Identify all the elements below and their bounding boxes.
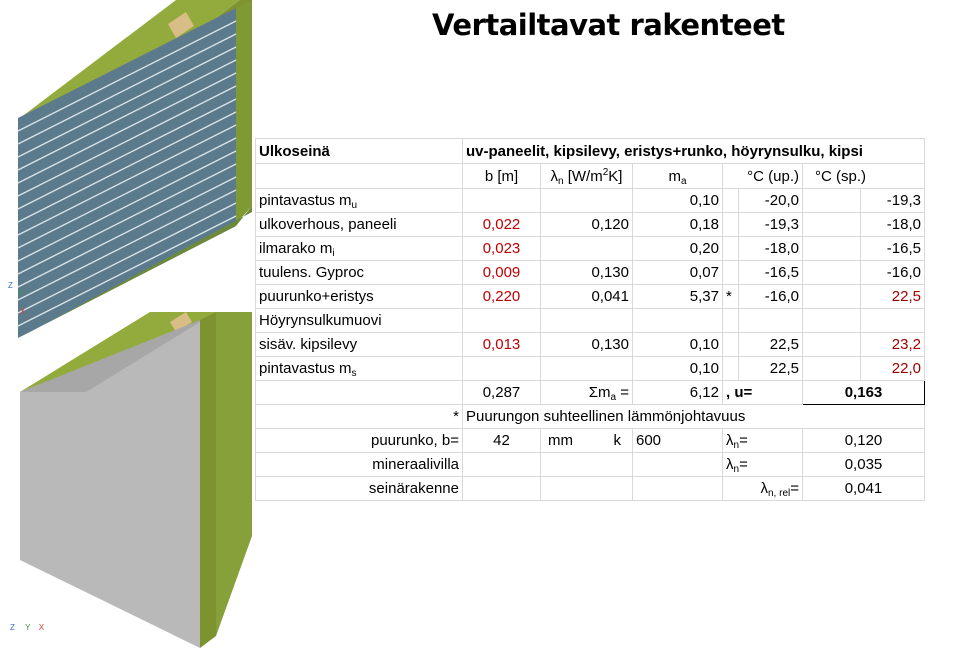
layer-star (723, 357, 739, 381)
layer-temp-sp: -18,0 (861, 213, 925, 237)
layer-temp-sp: -19,3 (861, 189, 925, 213)
mineraalivilla-row (256, 453, 925, 477)
layer-m: 0,10 (633, 189, 723, 213)
col-header-b: b [m] (463, 164, 541, 189)
seinarakenne-label: seinärakenne (256, 477, 463, 501)
wall-description: uv-paneelit, kipsilevy, eristys+runko, höyrynsulku, kipsi (463, 139, 925, 164)
layer-m: 0,18 (633, 213, 723, 237)
layer-row (256, 357, 925, 381)
insulation-side-face (216, 312, 252, 636)
layer-m: 5,37 (633, 285, 723, 309)
sum-row (256, 381, 925, 405)
puurunko-label: puurunko, b= (256, 429, 463, 453)
layer-label: ilmarako $m_i$ (256, 237, 463, 261)
insulation-side-face (236, 0, 252, 224)
wall-illustration-outer (0, 0, 255, 662)
puurunko-b: 42 (463, 429, 541, 453)
layer-lambda: 0,130 (541, 261, 633, 285)
layer-m: 0,20 (633, 237, 723, 261)
layer-thickness (463, 357, 541, 381)
axis-indicator-bottom: Z Y X (10, 623, 45, 632)
col-header-m: $m_a$ (633, 164, 723, 189)
layer-row (256, 333, 925, 357)
layer-temp-up: 22,5 (739, 333, 803, 357)
layer-label: puurunko+eristys (256, 285, 463, 309)
layer-temp-sp (861, 309, 925, 333)
note-star: * (256, 405, 463, 429)
layer-star (723, 189, 739, 213)
note-row (256, 405, 925, 429)
layer-lambda (541, 357, 633, 381)
layer-lambda: 0,120 (541, 213, 633, 237)
layer-lambda (541, 237, 633, 261)
layer-label: ulkoverhous, paneeli (256, 213, 463, 237)
wall-type-label: Ulkoseinä (256, 139, 463, 164)
layer-label: pintavastus $m_u$ (256, 189, 463, 213)
layer-m: 0,07 (633, 261, 723, 285)
note-text: Puurungon suhteellinen lämmönjohtavuus (463, 405, 925, 429)
wall-calculation-table (255, 138, 925, 501)
layer-label: pintavastus $m_s$ (256, 357, 463, 381)
seinarakenne-row (256, 477, 925, 501)
sum-m-label: $\Sigma m_a$ = (541, 381, 633, 405)
layer-star (723, 213, 739, 237)
layer-label: Höyrynsulkumuovi (256, 309, 463, 333)
puurunko-lambda-label: $\lambda_n=$ (723, 429, 803, 453)
layer-star (723, 333, 739, 357)
axis-indicator-top: Z Y X (8, 281, 26, 316)
layer-m (633, 309, 723, 333)
layer-lambda (541, 189, 633, 213)
layer-thickness: 0,023 (463, 237, 541, 261)
layer-row (256, 309, 925, 333)
col-header-lambda: $\lambda_n$ $[W/m^2K]$ (541, 164, 633, 189)
table-title-row (256, 139, 925, 164)
puurunko-row (256, 429, 925, 453)
sum-b: 0,287 (463, 381, 541, 405)
layer-m: 0,10 (633, 333, 723, 357)
layer-lambda (541, 309, 633, 333)
mineraalivilla-label: mineraalivilla (256, 453, 463, 477)
layer-temp-up: -19,3 (739, 213, 803, 237)
layer-thickness: 0,220 (463, 285, 541, 309)
layer-star (723, 261, 739, 285)
col-header-temp-sp: °C (sp.) (803, 164, 925, 189)
layer-star (723, 237, 739, 261)
layer-row (256, 261, 925, 285)
layer-star (723, 309, 739, 333)
layer-temp-sp: -16,5 (861, 237, 925, 261)
layer-thickness (463, 189, 541, 213)
layer-star: * (723, 285, 739, 309)
puurunko-k-value: 600 (633, 429, 723, 453)
layer-temp-up: 22,5 (739, 357, 803, 381)
layer-lambda: 0,041 (541, 285, 633, 309)
mineraalivilla-lambda-value: 0,035 (803, 453, 925, 477)
layer-thickness: 0,022 (463, 213, 541, 237)
layer-lambda: 0,130 (541, 333, 633, 357)
layer-thickness: 0,013 (463, 333, 541, 357)
layer-temp-up: -18,0 (739, 237, 803, 261)
puurunko-k: k (613, 432, 621, 449)
col-header-temp-up: °C (up.) (723, 164, 803, 189)
layer-temp-up: -16,0 (739, 285, 803, 309)
layer-row (256, 213, 925, 237)
layer-label: sisäv. kipsilevy (256, 333, 463, 357)
layer-thickness (463, 309, 541, 333)
u-label: , u= (723, 381, 803, 405)
layer-thickness: 0,009 (463, 261, 541, 285)
layer-row (256, 237, 925, 261)
layer-temp-up: -16,5 (739, 261, 803, 285)
layer-temp-up (739, 309, 803, 333)
mineraalivilla-lambda-label: $\lambda_n=$ (723, 453, 803, 477)
column-header-row (256, 164, 925, 189)
layer-row (256, 189, 925, 213)
layer-row (256, 285, 925, 309)
seinarakenne-lambda-label: $\lambda_{n, rel}=$ (723, 477, 803, 501)
layer-temp-sp: 22,5 (861, 285, 925, 309)
u-value: 0,163 (803, 381, 925, 405)
layer-temp-sp: -16,0 (861, 261, 925, 285)
puurunko-lambda-value: 0,120 (803, 429, 925, 453)
layer-label: tuulens. Gyproc (256, 261, 463, 285)
layer-temp-sp: 22,0 (861, 357, 925, 381)
page-title: Vertailtavat rakenteet (432, 8, 785, 42)
layer-temp-sp: 23,2 (861, 333, 925, 357)
sum-m-value: 6,12 (633, 381, 723, 405)
layer-m: 0,10 (633, 357, 723, 381)
layer-temp-up: -20,0 (739, 189, 803, 213)
puurunko-unit: mm (548, 432, 573, 449)
seinarakenne-lambda-value: 0,041 (803, 477, 925, 501)
